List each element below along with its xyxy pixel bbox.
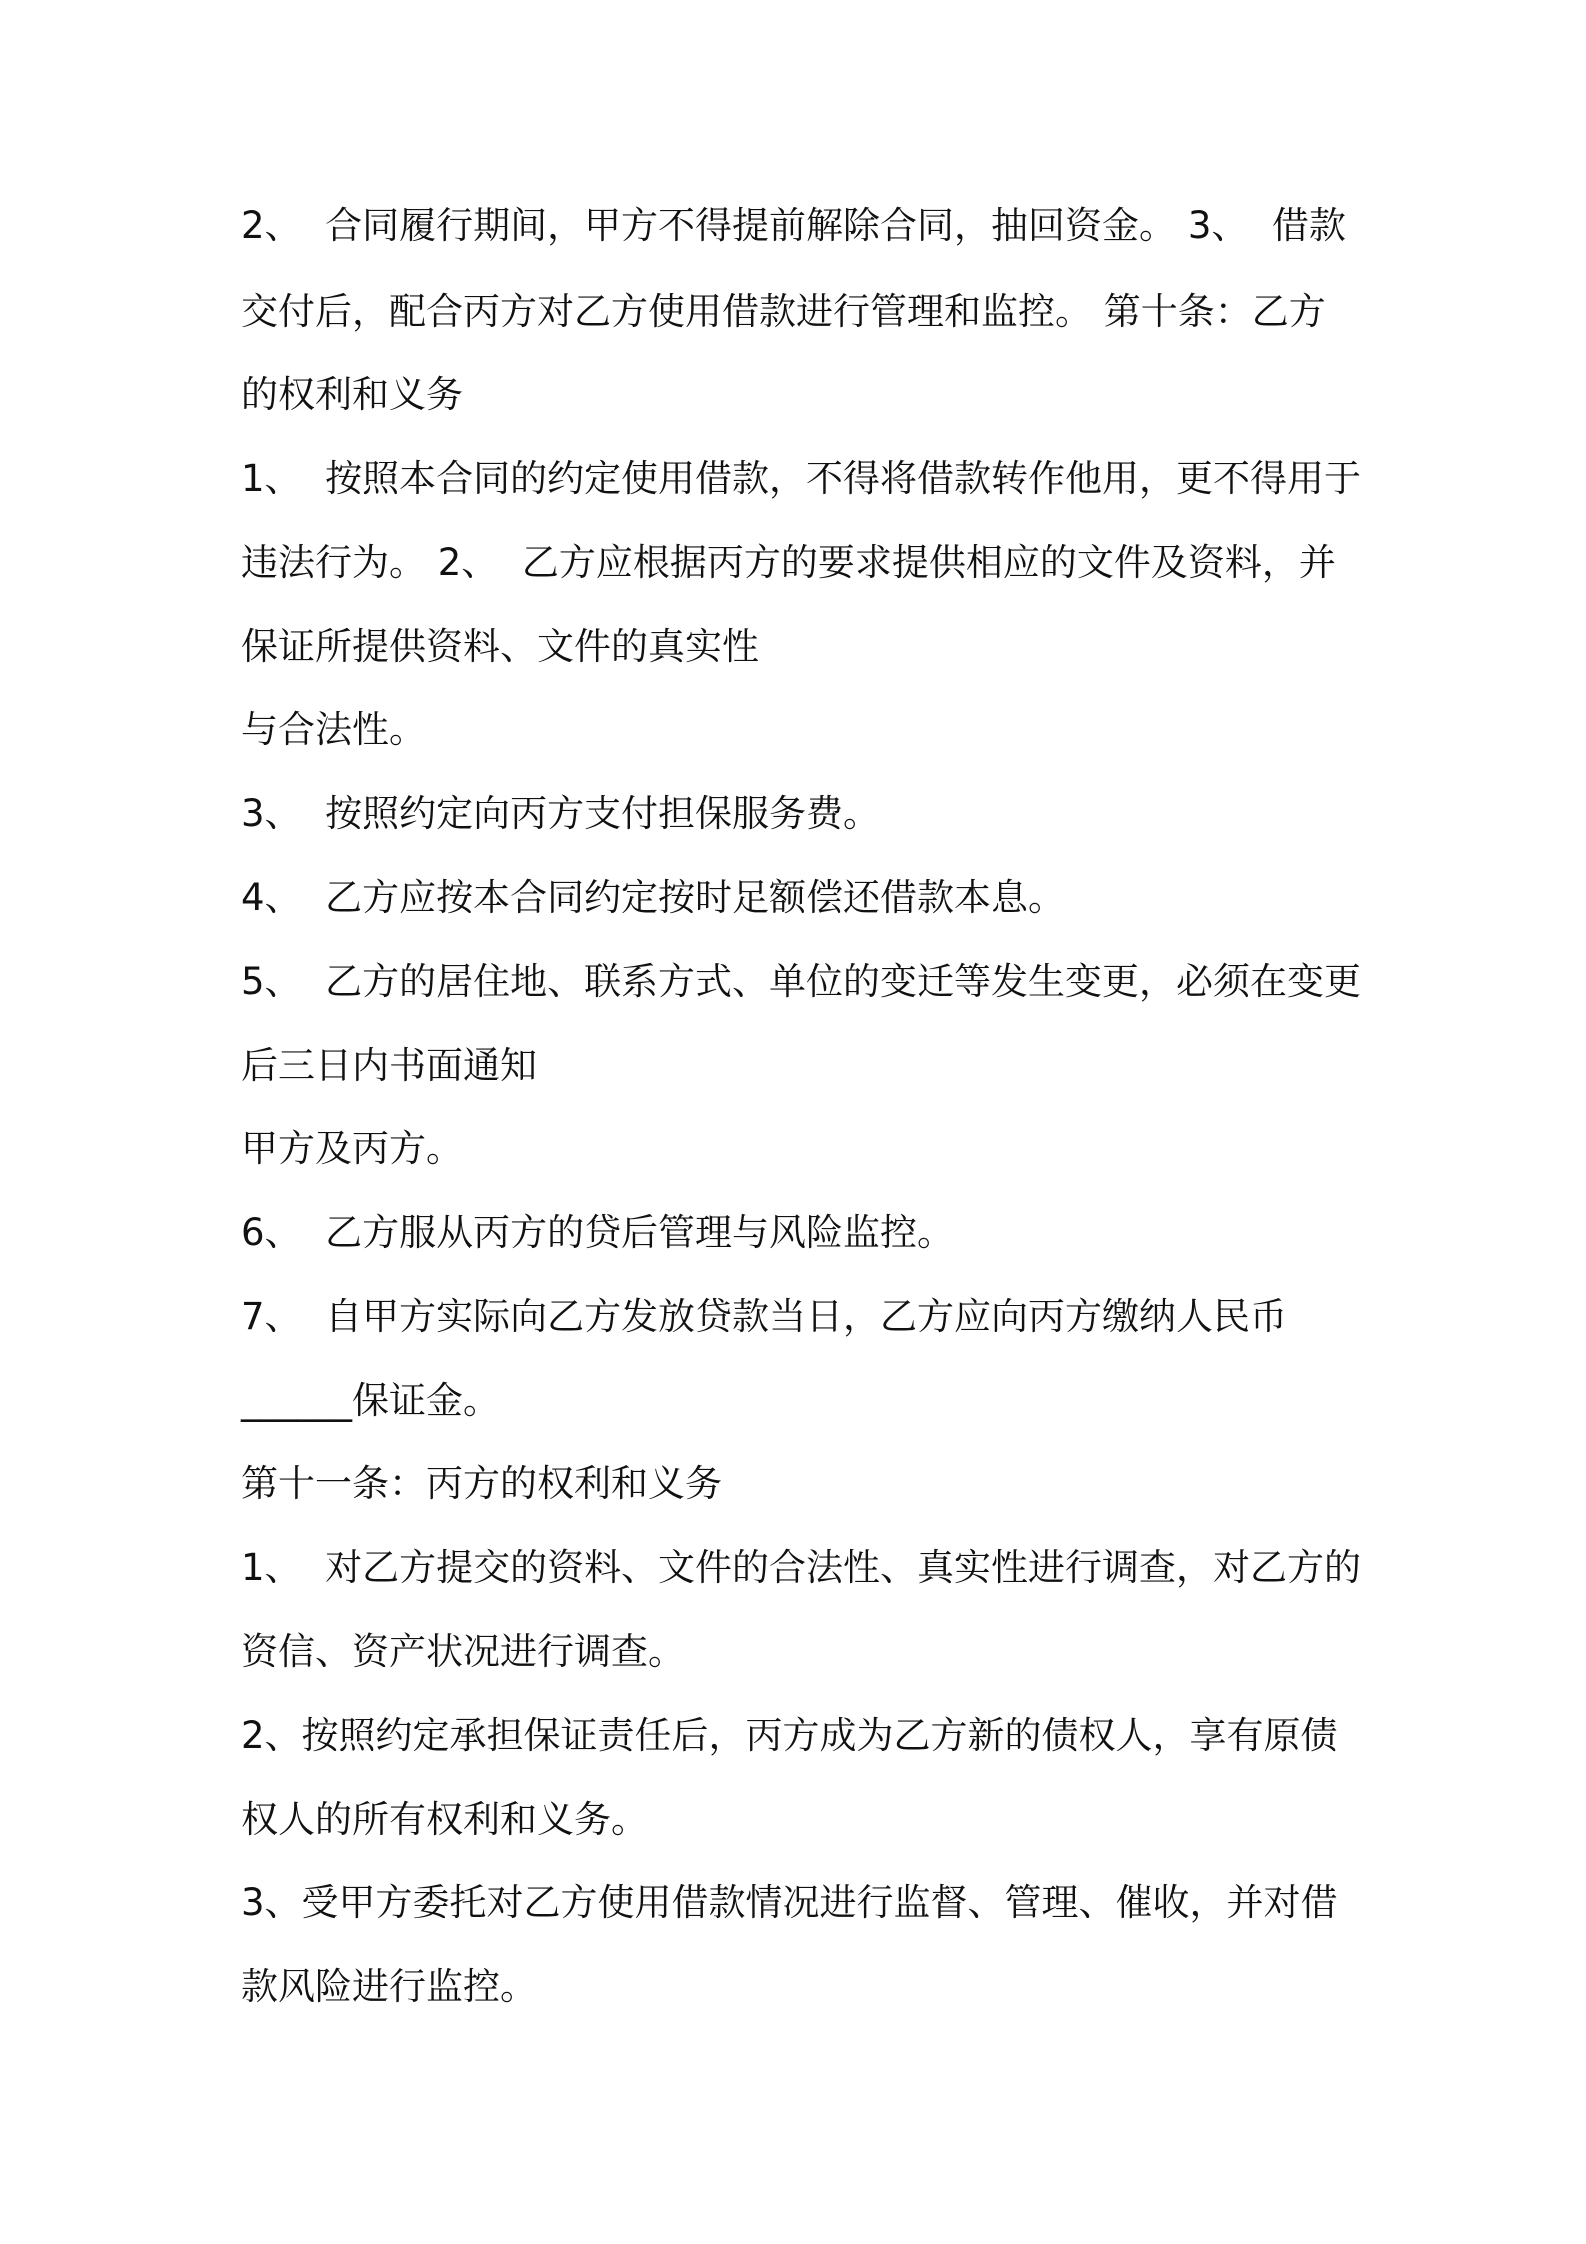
section-heading: 第十一条：丙方的权利和义务 [241, 1462, 722, 1505]
text-line: 3、受甲方委托对乙方使用借款情况进行监督、管理、催收，并对借 [241, 1881, 1338, 1924]
text-line: 7、 自甲方实际向乙方发放贷款当日，乙方应向丙方缴纳人民币 [241, 1295, 1288, 1338]
text-line: 资信、资产状况进行调查。 [241, 1630, 685, 1673]
text-line: ______保证金。 [241, 1379, 500, 1422]
text-line: 的权利和义务 [241, 373, 463, 416]
text-line: 2、 合同履行期间，甲方不得提前解除合同，抽回资金。 3、 借款 [241, 204, 1346, 247]
text-line: 1、 对乙方提交的资料、文件的合法性、真实性进行调查，对乙方的 [241, 1546, 1362, 1589]
text-line: 违法行为。 2、 乙方应根据丙方的要求提供相应的文件及资料，并 [241, 541, 1336, 584]
text-line: 保证所提供资料、文件的真实性 [241, 625, 759, 668]
text-line: 权人的所有权利和义务。 [241, 1798, 648, 1841]
text-line: 款风险进行监控。 [241, 1965, 537, 2008]
text-line: 与合法性。 [241, 708, 426, 751]
text-line: 2、按照约定承担保证责任后，丙方成为乙方新的债权人，享有原债 [241, 1714, 1338, 1757]
text-line: 3、 按照约定向丙方支付担保服务费。 [241, 792, 881, 835]
text-line: 4、 乙方应按本合同约定按时足额偿还借款本息。 [241, 876, 1066, 919]
text-line: 甲方及丙方。 [241, 1127, 463, 1170]
text-line: 5、 乙方的居住地、联系方式、单位的变迁等发生变更，必须在变更 [241, 960, 1362, 1003]
text-line: 6、 乙方服从丙方的贷后管理与风险监控。 [241, 1211, 955, 1254]
text-line: 后三日内书面通知 [241, 1044, 537, 1087]
text-line: 交付后，配合丙方对乙方使用借款进行管理和监控。 第十条：乙方 [241, 290, 1326, 333]
text-line: 1、 按照本合同的约定使用借款，不得将借款转作他用，更不得用于 [241, 457, 1362, 500]
